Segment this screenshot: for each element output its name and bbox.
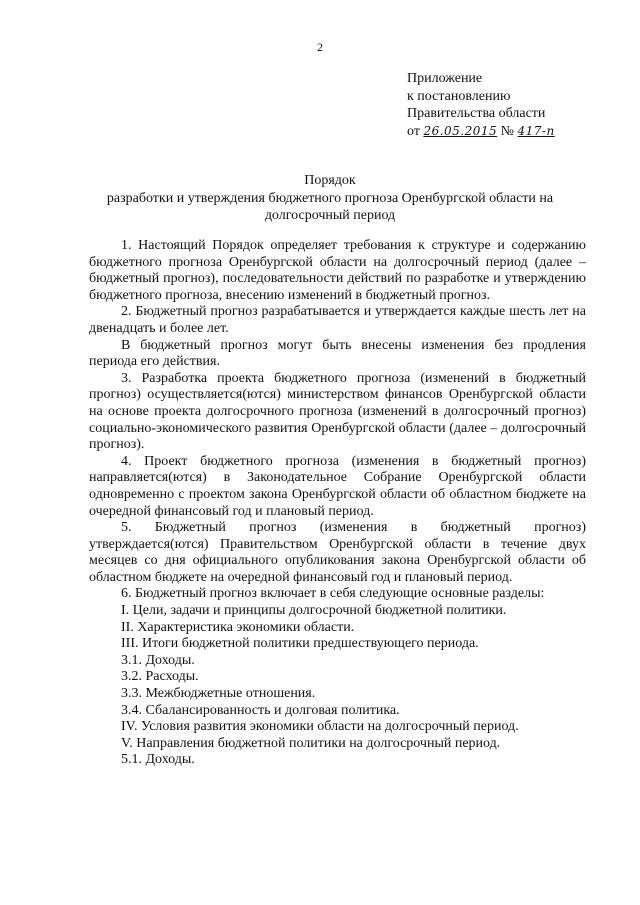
section-item: 3.1. Доходы. [121, 652, 195, 668]
handwritten-number: 417-п [517, 123, 555, 138]
paragraph-1: 1. Настоящий Порядок определяет требования к структуре и содержанию бюджетного прогноза Оренбургской области на долгосрочный период (далее – бюджетный прогноз), последовательности действий по разработке и утверждению бюджетного прогноза, внесению изменений в бюджетный прогноз. [89, 238, 586, 303]
title-subtitle-line1: разработки и утверждения бюджетного прогноза Оренбургской области на [106, 190, 554, 206]
title-heading: Порядок [304, 173, 356, 188]
number-prefix: № [500, 123, 515, 139]
paragraph-2: 2. Бюджетный прогноз разрабатывается и утверждается каждые шесть лет на двенадцать и более лет. [89, 304, 586, 336]
appendix-line1: Приложение [407, 71, 483, 86]
section-item: III. Итоги бюджетной политики предшествующего периода. [121, 636, 479, 652]
section-item: II. Характеристика экономики области. [121, 619, 355, 635]
paragraph-6: 6. Бюджетный прогноз включает в себя следующие основные разделы: [121, 586, 545, 602]
paragraph-2b: В бюджетный прогноз могут быть внесены изменения без продления периода его действия. [89, 337, 586, 370]
appendix-block [407, 70, 555, 140]
section-item: 3.4. Сбалансированность и долговая политика. [121, 702, 400, 718]
page-number: 2 [317, 40, 323, 54]
section-item: I. Цели, задачи и принципы долгосрочной бюджетной политики. [121, 603, 507, 619]
section-item: 5.1. Доходы. [121, 752, 195, 768]
section-item: 3.2. Расходы. [121, 669, 199, 685]
appendix-line2: к постановлению [407, 88, 511, 104]
document-title [60, 172, 600, 225]
paragraph-3: 3. Разработка проекта бюджетного прогноза (изменений в бюджетный прогноз) осуществляется(ются) министерством финансов Оренбургской области на основе проекта долгосрочного прогноза (изменений в долгосрочный прогноз) социально-экономического развития Оренбургской области (далее – долгосрочный прогноз). [89, 370, 586, 453]
handwritten-date: 26.05.2015 [423, 123, 498, 138]
date-prefix: от [407, 123, 420, 139]
paragraph-5: 5. Бюджетный прогноз (изменения в бюджетный прогноз) утверждается(ются) Правительством Оренбургской области в течение двух месяцев со дня официального опубликования закона Оренбургской области об областном бюджете на очередной финансовый год и плановый период. [89, 520, 586, 585]
paragraph-4: 4. Проект бюджетного прогноза (изменения в бюджетный прогноз) направляется(ются) в Законодательное Собрание Оренбургской области одновременно с проектом закона Оренбургской области об областном бюджете на очередной финансовый год и плановый период. [89, 453, 586, 519]
section-item: V. Направления бюджетной политики на долгосрочный период. [121, 735, 501, 751]
document-body [89, 238, 586, 769]
section-item: IV. Условия развития экономики области на долгосрочный период. [121, 719, 519, 735]
appendix-date-line [407, 123, 555, 141]
title-subtitle-line2: долгосрочный период [264, 208, 396, 223]
section-item: 3.3. Межбюджетные отношения. [121, 686, 316, 702]
appendix-line3: Правительства области [407, 106, 546, 121]
